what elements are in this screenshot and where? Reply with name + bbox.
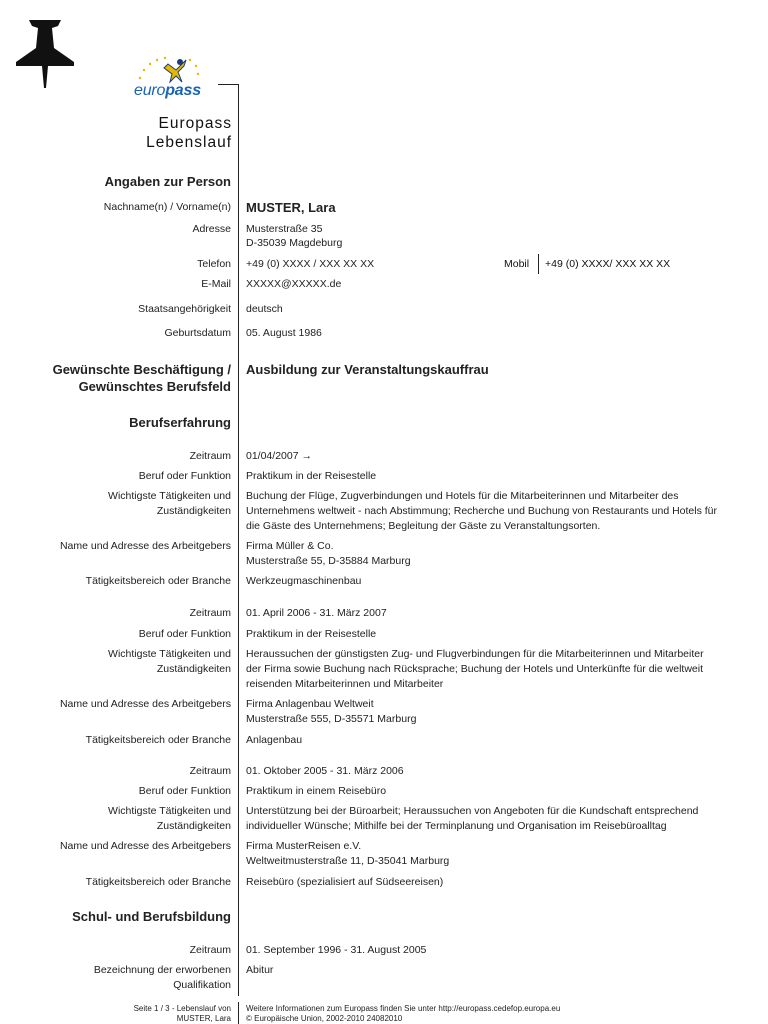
phone-value: +49 (0) XXXX / XXX XX XX <box>246 258 375 270</box>
exp3-duties-label-line2: Zuständigkeiten <box>156 820 231 832</box>
europass-logo <box>130 54 235 106</box>
exp1-duties-label-line2: Zuständigkeiten <box>156 505 231 517</box>
person-name: MUSTER, Lara <box>246 200 336 215</box>
email-value: XXXXX@XXXXX.de <box>246 278 342 290</box>
exp1-employer-line1: Firma Müller & Co. <box>246 540 334 552</box>
logo-divider <box>218 84 238 85</box>
exp3-employer-line2: Weltweitmusterstraße 11, D-35041 Marburg <box>246 855 450 867</box>
exp1-employer-line2: Musterstraße 55, D-35884 Marburg <box>246 555 411 567</box>
nationality-value: deutsch <box>246 303 283 315</box>
experience-heading: Berufserfahrung <box>129 415 231 430</box>
exp2-duties-label-line2: Zuständigkeiten <box>156 663 231 675</box>
exp1-position-label: Beruf oder Funktion <box>138 470 231 482</box>
footer-info-line1: Weitere Informationen zum Europass finden Sie unter http://europass.cedefop.europa.eu <box>246 1004 561 1013</box>
exp2-duties-line3: reisenden Mitarbeiterinnen und Mitarbeiter <box>246 678 444 690</box>
name-label: Nachname(n) / Vorname(n) <box>103 201 231 213</box>
address-line2: D-35039 Magdeburg <box>246 237 343 249</box>
exp3-sector-label: Tätigkeitsbereich oder Branche <box>85 876 231 888</box>
nationality-label: Staatsangehörigkeit <box>138 303 231 315</box>
footer-europass-info <box>246 1004 560 1024</box>
exp3-period-label: Zeitraum <box>189 765 231 777</box>
exp3-period: 01. Oktober 2005 - 31. März 2006 <box>246 765 404 777</box>
exp1-period-label: Zeitraum <box>189 450 231 462</box>
email-label: E-Mail <box>201 278 231 290</box>
education-period-label: Zeitraum <box>189 944 231 956</box>
exp1-duties-line1: Buchung der Flüge, Zugverbindungen und Hotels für die Mitarbeiterinnen und Mitarbeiter des <box>246 490 679 502</box>
exp2-position-label: Beruf oder Funktion <box>138 628 231 640</box>
exp2-duties-line1: Heraussuchen der günstigsten Zug- und Flugverbindungen für die Mitarbeiterinnen und Mitarbeiter <box>246 648 704 660</box>
exp2-sector-label: Tätigkeitsbereich oder Branche <box>85 734 231 746</box>
footer-divider <box>238 1002 239 1024</box>
exp2-duties-line2: der Firma sowie Buchung nach Rücksprache; Buchung der Hotels und Unterkünfte für die weltweit <box>246 663 703 675</box>
desired-value: Ausbildung zur Veranstaltungskauffrau <box>246 362 489 377</box>
exp2-employer-line1: Firma Anlagenbau Weltweit <box>246 698 374 710</box>
logo-euro-text: euro <box>134 82 166 99</box>
qualification-label-line2: Qualifikation <box>173 979 231 991</box>
qualification-value: Abitur <box>246 964 274 976</box>
exp2-sector: Anlagenbau <box>246 734 303 746</box>
footer-page-line2: MUSTER, Lara <box>176 1014 231 1023</box>
exp3-position-label: Beruf oder Funktion <box>138 785 231 797</box>
address-line1: Musterstraße 35 <box>246 223 323 235</box>
desired-heading-line2: Gewünschtes Berufsfeld <box>78 379 231 394</box>
exp1-duties-line2: Unternehmens weltweit - nach Abstimmung; Recherche und Buchung von Restaurants und Hotels für <box>246 505 718 517</box>
qualification-label-line1: Bezeichnung der erworbenen <box>93 964 231 976</box>
education-heading: Schul- und Berufsbildung <box>72 909 231 924</box>
exp1-position: Praktikum in der Reisestelle <box>246 470 377 482</box>
education-period: 01. September 1996 - 31. August 2005 <box>246 944 427 956</box>
exp2-period-label: Zeitraum <box>189 607 231 619</box>
exp3-employer-line1: Firma MusterReisen e.V. <box>246 840 362 852</box>
footer-page-info <box>134 1004 231 1024</box>
exp2-employer-line2: Musterstraße 555, D-35571 Marburg <box>246 713 417 725</box>
exp3-duties-label-line1: Wichtigste Tätigkeiten und <box>108 805 231 817</box>
footer-page-line1: Seite 1 / 3 - Lebenslauf von <box>133 1004 231 1013</box>
exp2-employer-label: Name und Adresse des Arbeitgebers <box>59 698 231 710</box>
exp3-position: Praktikum in einem Reisebüro <box>246 785 387 797</box>
mobile-divider <box>538 254 539 274</box>
desired-heading-line1: Gewünschte Beschäftigung / <box>52 362 231 377</box>
personal-heading: Angaben zur Person <box>104 174 231 189</box>
exp1-sector: Werkzeugmaschinenbau <box>246 575 362 587</box>
address-label: Adresse <box>192 223 231 235</box>
mobile-label: Mobil <box>504 258 530 270</box>
exp1-duties-line3: die Gäste des Unternehmens; Begleitung der Gäste zu Veranstaltungsorten. <box>246 520 601 532</box>
exp3-duties-line1: Unterstützung bei der Büroarbeit; Heraussuchen von Angeboten für die Kundschaft entsprechend <box>246 805 699 817</box>
document-title-line1: Europass <box>158 115 232 132</box>
mobile-value: +49 (0) XXXX/ XXX XX XX <box>545 258 671 270</box>
document-title-line2: Lebenslauf <box>146 134 232 151</box>
exp2-duties-label-line1: Wichtigste Tätigkeiten und <box>108 648 231 660</box>
logo-pass-text: pass <box>165 82 201 99</box>
phone-label: Telefon <box>197 258 231 270</box>
footer-info-line2: © Europäische Union, 2002-2010 24082010 <box>246 1014 403 1023</box>
exp1-period: 01/04/2007 → <box>246 450 312 462</box>
birthdate-label: Geburtsdatum <box>164 327 231 339</box>
exp1-sector-label: Tätigkeitsbereich oder Branche <box>85 575 231 587</box>
exp3-sector: Reisebüro (spezialisiert auf Südseereisen) <box>246 876 444 888</box>
exp3-employer-label: Name und Adresse des Arbeitgebers <box>59 840 231 852</box>
exp2-position: Praktikum in der Reisestelle <box>246 628 377 640</box>
birthdate-value: 05. August 1986 <box>246 327 322 339</box>
exp1-employer-label: Name und Adresse des Arbeitgebers <box>59 540 231 552</box>
exp2-period: 01. April 2006 - 31. März 2007 <box>246 607 387 619</box>
column-divider <box>238 84 239 996</box>
pushpin-icon <box>12 18 78 88</box>
exp1-duties-label-line1: Wichtigste Tätigkeiten und <box>108 490 231 502</box>
exp3-duties-line2: individueller Wünsche; Mithilfe bei der Terminplanung und Organisation im Reisebüroalltag <box>246 820 667 832</box>
